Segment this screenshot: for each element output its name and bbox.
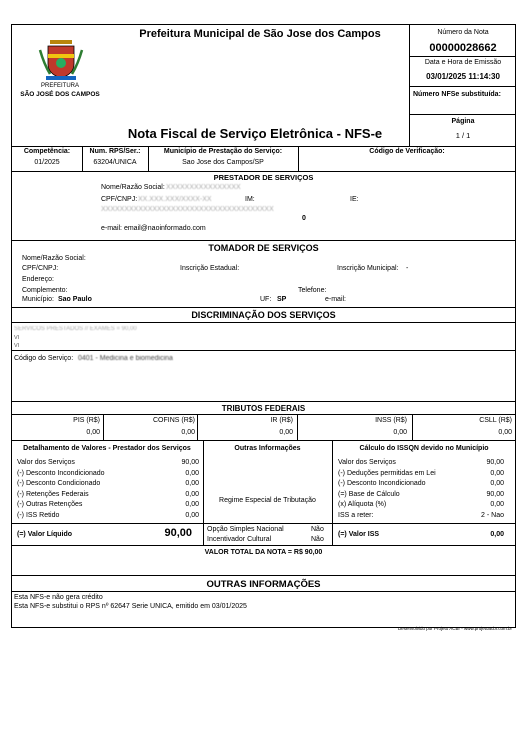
logo-line-prefeitura: PREFEITURA [40, 83, 79, 89]
regime-label: Regime Especial de Tributação [219, 497, 316, 504]
data-label: Data e Hora de Emissão [424, 59, 502, 66]
tomador-uf-value: SP [277, 296, 287, 303]
detalhamento-row: (-) Outras Retenções 0,00 [17, 501, 199, 508]
issqn-row: (x) Alíquota (%) 0,00 [338, 501, 504, 508]
incentivador-value: Não [311, 536, 324, 543]
issqn-row: Valor dos Serviços 90,00 [338, 459, 504, 466]
outras-informacoes-title: OUTRAS INFORMAÇÕES [206, 579, 321, 590]
tomador-im-label: Inscrição Municipal: [337, 265, 399, 272]
issqn-row: ISS a reter: 2 - Nao [338, 511, 504, 519]
issqn-rows [338, 459, 504, 522]
verificacao-label: Código de Verificação: [369, 148, 445, 155]
outras-informacoes-line2: Esta NFS-e substitui o RPS nº 62647 Serie UNICA, emitido em 03/01/2025 [14, 603, 247, 610]
footer-credit: Desenvolvido por Projeto ACBr - www.projetoacbr.com.br [397, 626, 512, 631]
discriminacao-line3: VI [14, 343, 20, 349]
incentivador-label: Incentivador Cultural [207, 536, 272, 543]
detalhamento-title: Detalhamento de Valores - Prestador dos Serviços [23, 445, 191, 452]
competencia-label: Competência: [23, 148, 71, 155]
rps-value: 63204/UNICA [93, 159, 137, 166]
prestador-zero: 0 [302, 215, 306, 222]
coat-of-arms-icon [36, 36, 86, 82]
municipio-prestacao-label: Município de Prestação do Serviço: [163, 148, 283, 155]
numero-label: Número da Nota [437, 29, 489, 36]
tomador-municipio-label: Município: [22, 296, 54, 303]
cofins-label: COFINS (R$) [153, 417, 195, 424]
ir-label: IR (R$) [270, 417, 293, 424]
pagina-value: 1 / 1 [455, 131, 471, 140]
logo-line-city: SÃO JOSÉ DOS CAMPOS [20, 91, 100, 98]
issqn-row: (-) Desconto Incondicionado 0,00 [338, 480, 504, 487]
detalhamento-row: (-) Retenções Federais 0,00 [17, 490, 199, 498]
valor-iss-value: 0,00 [490, 531, 504, 538]
detalhamento-row: (-) Desconto Incondicionado 0,00 [17, 469, 199, 477]
prestador-im-label: IM: [245, 196, 255, 203]
inss-label: INSS (R$) [375, 417, 407, 424]
simples-label: Opção Simples Nacional [207, 526, 284, 533]
competencia-value: 01/2025 [34, 159, 60, 166]
prefeitura-title: Prefeitura Municipal de São Jose dos Campos [139, 28, 381, 40]
tomador-complemento-label: Complemento: [22, 287, 68, 294]
detalhamento-row: (-) ISS Retido 0,00 [17, 511, 199, 519]
detalhamento-row: (-) Desconto Condicionado 0,00 [17, 480, 199, 487]
simples-value: Não [311, 526, 324, 533]
codigo-servico-label: Código do Serviço: [14, 355, 74, 362]
valor-total: VALOR TOTAL DA NOTA = R$ 90,00 [204, 549, 323, 556]
inss-value: 0,00 [393, 429, 407, 436]
tomador-ie-label: Inscrição Estadual: [180, 265, 240, 272]
document-title: Nota Fiscal de Serviço Eletrônica - NFS-e [127, 126, 383, 141]
ir-value: 0,00 [279, 429, 293, 436]
tomador-uf-label: UF: [260, 296, 272, 303]
valor-iss-label: (=) Valor ISS [338, 531, 380, 538]
municipio-prestacao-value: Sao Jose dos Campos/SP [182, 159, 264, 166]
outras-info-mid-title: Outras Informações [234, 445, 301, 452]
cofins-value: 0,00 [181, 429, 195, 436]
tomador-email-label: e-mail: [325, 296, 347, 303]
detalhamento-row: Valor dos Serviços 90,00 [17, 459, 199, 466]
tomador-im-value: - [406, 265, 409, 272]
csll-label: CSLL (R$) [479, 417, 512, 424]
discriminacao-line1: SERVICOS PRESTADOS // EXAMES = 90,00 [14, 326, 137, 332]
issqn-title: Cálculo do ISSQN devido no Município [359, 445, 489, 452]
prestador-nome-label: Nome/Razão Social: [101, 184, 165, 191]
codigo-servico-value: 0401 - Medicina e biomedicina [78, 355, 173, 362]
city-logo [36, 36, 86, 82]
discriminacao-title: DISCRIMINAÇÃO DOS SERVIÇOS [191, 310, 336, 320]
tomador-telefone-label: Telefone: [298, 287, 327, 294]
tomador-nome-label: Nome/Razão Social: [22, 255, 86, 262]
pagina-label: Página [451, 118, 475, 125]
tomador-municipio-value: Sao Paulo [58, 296, 92, 303]
tomador-endereco-label: Endereço: [22, 276, 54, 283]
issqn-row: (=) Base de Cálculo 90,00 [338, 490, 504, 498]
discriminacao-line2: VI [14, 335, 20, 341]
valor-liquido-value: 90,00 [164, 527, 192, 539]
rps-label: Num. RPS/Ser.: [89, 148, 141, 155]
pis-label: PIS (R$) [73, 417, 100, 424]
pis-value: 0,00 [86, 429, 100, 436]
tributos-title: TRIBUTOS FEDERAIS [221, 404, 306, 413]
prestador-email: e-mail: email@naoinformado.com [101, 225, 206, 232]
substituida-label: Número NFSe substituída: [413, 91, 501, 98]
issqn-row: (-) Deduções permitidas em Lei 0,00 [338, 469, 504, 477]
numero-value: 00000028662 [429, 42, 497, 54]
data-value: 03/01/2025 11:14:30 [426, 72, 500, 81]
detalhamento-rows [17, 459, 199, 522]
csll-value: 0,00 [498, 429, 512, 436]
tomador-cpf-label: CPF/CNPJ: [22, 265, 59, 272]
prestador-ie-label: IE: [350, 196, 359, 203]
outras-informacoes-line1: Esta NFS-e não gera crédito [14, 594, 103, 601]
tomador-title: TOMADOR DE SERVIÇOS [208, 243, 319, 253]
prestador-cpf-label: CPF/CNPJ: [101, 196, 138, 203]
prestador-title: PRESTADOR DE SERVIÇOS [213, 173, 314, 182]
valor-liquido-label: (=) Valor Líquido [17, 531, 73, 538]
